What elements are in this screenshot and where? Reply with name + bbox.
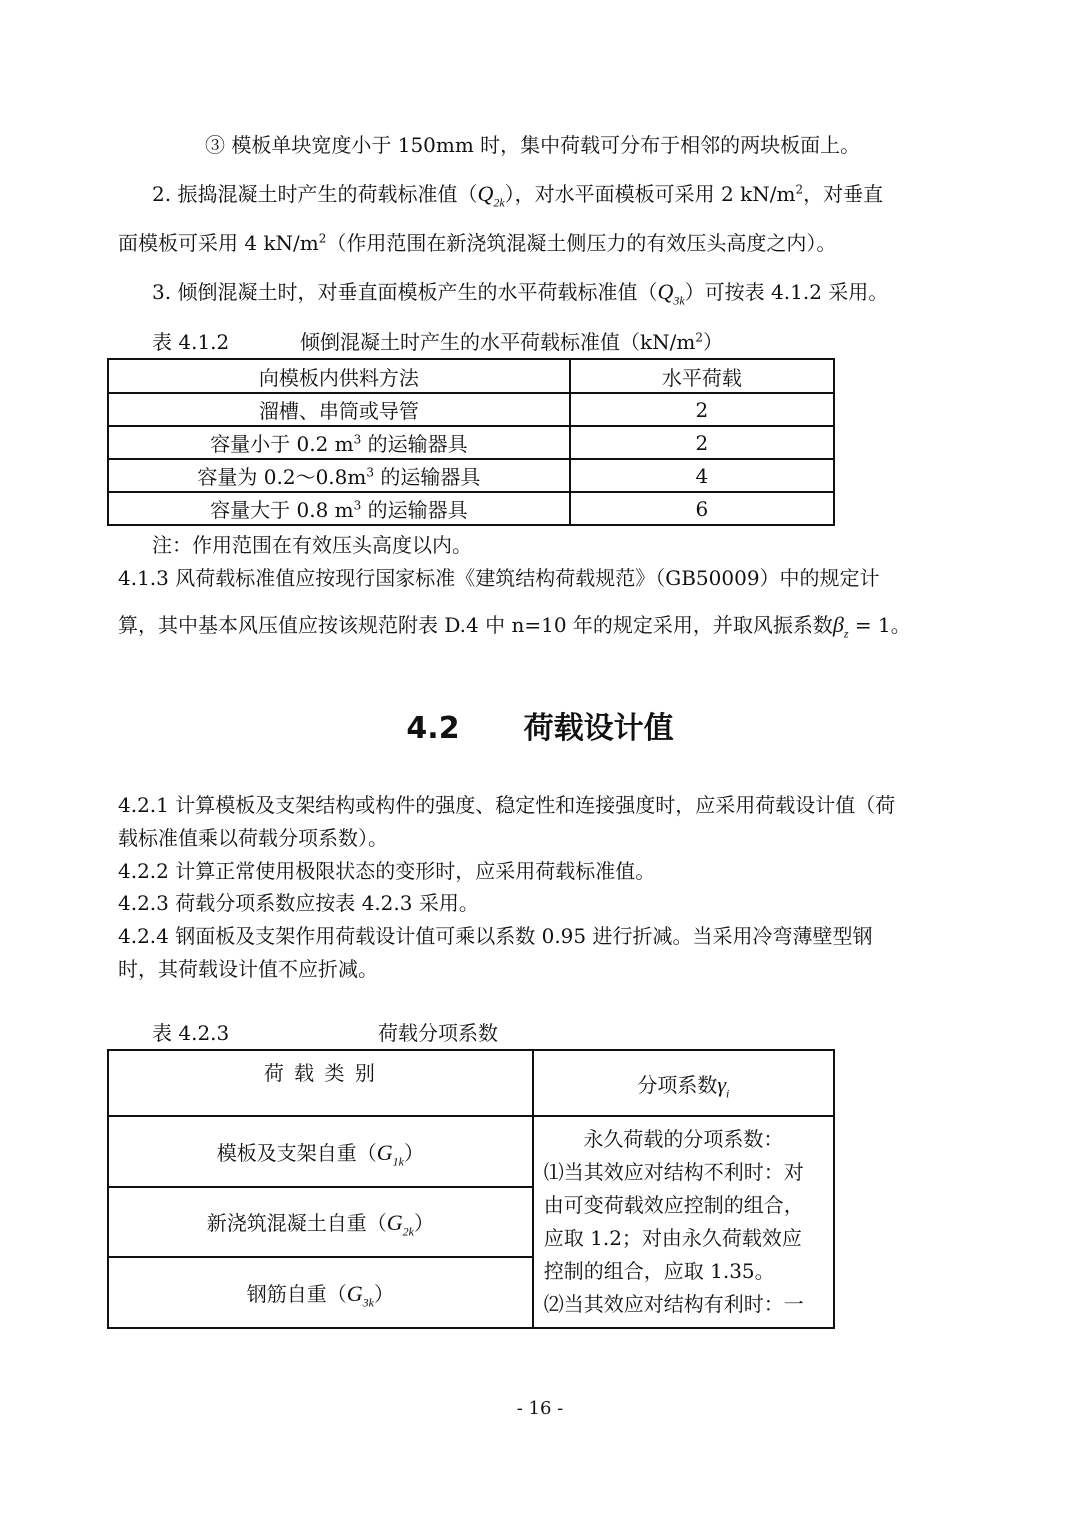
table-row: 容量大于 0.8 $m^3$ 的运输器具 [108,492,570,525]
table-412-caption-no: 表 4.1.2 [152,330,230,354]
para-2-text-c: ，对垂直 [803,182,884,206]
table-row: 溜槽、串筒或导管 [108,393,570,426]
symbol-q2k: $Q_{2k}$ [477,181,505,210]
section-heading [0,703,1080,747]
table-423-header-factor: 分项系数$\gamma_i$ [533,1050,834,1116]
table-423-factor-description: 永久荷载的分项系数： ⑴当其效应对结构不利时：对 由可变荷载效应控制的组合， 应取 1.2；对由永久荷载效应 控制的组合，应取 1.35。 ⑵当其效应对结构有利时：一 [533,1116,834,1328]
para-3: 3. 倾倒混凝土时，对垂直面模板产生的水平荷载标准值$(Q_{3k})$可按表 4.1.2 采用。 [152,279,889,308]
table-412-caption-title: 倾倒混凝土时产生的水平荷载标准值$(kN/m^2)$ [300,330,723,354]
symbol-q3k: $Q_{3k}$ [657,279,685,308]
table-412-note: 注：作用范围在有效压头高度以内。 [152,533,472,557]
table-423-header-category: 荷 载 类 别 [108,1050,533,1116]
section-number: 4.2 [406,711,460,746]
table-row: 容量为 $0.2\sim 0.8m^3$ 的运输器具 [108,459,570,492]
table-cell-value: 4 [570,459,834,492]
table-row: 钢筋自重$(G_{3k})$ [108,1257,533,1328]
table-423 [107,1049,835,1329]
para-421-line1: 4.2.1 计算模板及支架结构或构件的强度、稳定性和连接强度时，应采用荷载设计值（荷 [118,793,896,817]
table-412-header-method: 向模板内供料方法 [108,359,570,393]
symbol-beta-z: $\beta_z$ [832,612,849,641]
table-412-header-load: 水平荷载 [570,359,834,393]
table-423-caption-title: 荷载分项系数 [378,1021,498,1045]
para-item-3: ③ 模板单块宽度小于 150mm 时，集中荷载可分布于相邻的两块板面上。 [205,133,861,157]
para-413-line2: 算，其中基本风压值应按该规范附表 D.4 中 n=10 年的规定采用，并取风振系数$\beta_z = 1$。 [118,612,911,641]
para-423: 4.2.3 荷载分项系数应按表 4.2.3 采用。 [118,891,479,915]
table-row: 新浇筑混凝土自重$(G_{2k})$ [108,1187,533,1258]
para-422: 4.2.2 计算正常使用极限状态的变形时，应采用荷载标准值。 [118,859,656,883]
table-412 [107,358,835,526]
para-2-text-b: ），对水平面模板可采用 2 kN/m [504,182,796,206]
para-424-line2: 时，其荷载设计值不应折减。 [118,957,378,981]
table-cell-value: 2 [570,393,834,426]
para-424-line1: 4.2.4 钢面板及支架作用荷载设计值可乘以系数 0.95 进行折减。当采用冷弯薄壁型钢 [118,924,873,948]
page-number: - 16 - [516,1398,564,1419]
table-cell-value: 6 [570,492,834,525]
para-2-line1: 2. 振捣混凝土时产生的荷载标准值$(Q_{2k})$，对水平面模板可采用 2 $kN/m^2$，对垂直 [152,181,884,210]
table-423-caption-no: 表 4.2.3 [152,1021,230,1045]
table-row: 模板及支架自重$(G_{1k})$ [108,1116,533,1187]
para-2-text-a: 2. 振捣混凝土时产生的荷载标准值（ [152,182,478,206]
para-2-line2: 面模板可采用 4 $kN/m^2$（作用范围在新浇筑混凝土侧压力的有效压头高度之内）。 [118,231,837,255]
section-title: 荷载设计值 [523,711,674,746]
table-cell-value: 2 [570,426,834,459]
table-row: 容量小于 0.2 $m^3$ 的运输器具 [108,426,570,459]
para-413-line1: 4.1.3 风荷载标准值应按现行国家标准《建筑结构荷载规范》（GB50009）中的规定计 [118,566,880,590]
para-421-line2: 载标准值乘以荷载分项系数）。 [118,826,388,850]
